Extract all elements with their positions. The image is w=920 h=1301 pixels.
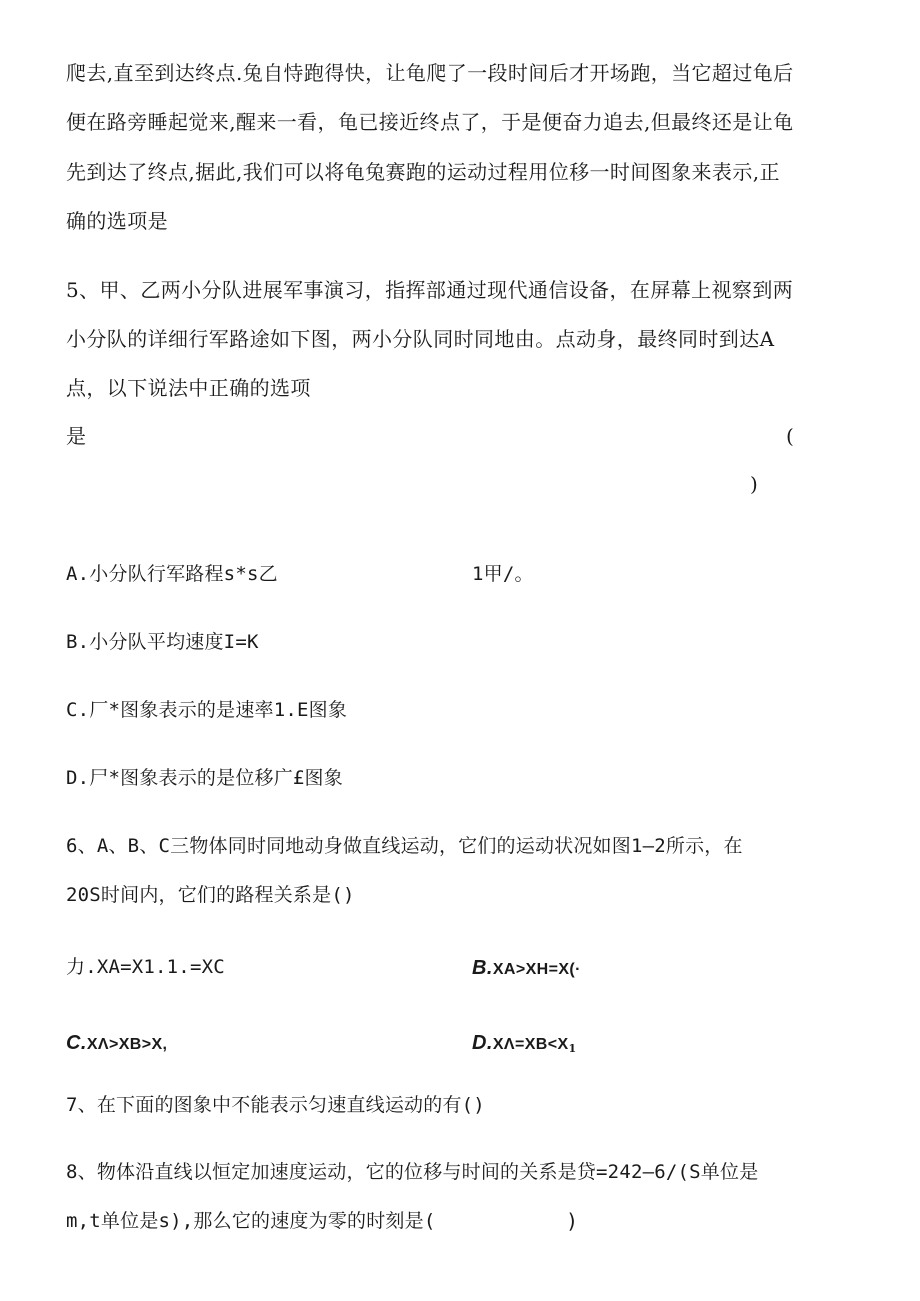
q6-option-d-subscript: 1	[568, 1042, 577, 1055]
text-line-1: 爬去,直至到达终点.兔自恃跑得快，让龟爬了一段时间后才开场跑，当它超过龟后	[66, 61, 794, 85]
q6-option-a: 力.XA=X1.1.=XC	[66, 956, 225, 978]
q8-answer-paren-close: )	[566, 1209, 579, 1233]
q6-option-b-text: XA>XH=X(·	[492, 961, 581, 978]
text-line-2: 便在路旁睡起觉来,醒来一看，龟已接近终点了，于是便奋力追去,但最终还是让龟	[66, 110, 794, 134]
q6-option-c-letter: C.	[66, 1032, 87, 1054]
question-8-line-2: m,t单位是s),那么它的速度为零的时刻是(	[66, 1210, 436, 1232]
q5-option-c: C.厂*图象表示的是速率1.E图象	[66, 699, 348, 721]
question-8-line-1: 8、物体沿直线以恒定加速度运动，它的位移与时间的关系是贷=242—6/(S单位是	[66, 1161, 759, 1183]
question-6-line-2: 20S时间内，它们的路程关系是()	[66, 884, 355, 906]
q5-option-d: D.尸*图象表示的是位移广£图象	[66, 767, 343, 789]
q6-option-d-text: XΛ=XB<X	[492, 1036, 569, 1053]
q6-option-b-letter: B.	[472, 957, 493, 979]
q6-option-d	[472, 1028, 577, 1063]
question-5-line-3: 点，以下说法中正确的选项	[66, 376, 311, 400]
q5-option-b: B.小分队平均速度I=K	[66, 631, 259, 653]
text-line-4: 确的选项是	[66, 209, 168, 233]
answer-paren-open: (	[786, 424, 794, 448]
question-6-line-1: 6、A、B、C三物体同时同地动身做直线运动，它们的运动状况如图1—2所示，在	[66, 835, 743, 857]
q6-option-d-letter: D.	[472, 1032, 493, 1054]
q6-option-b	[472, 953, 581, 984]
q5-option-a-tail: 1甲/。	[472, 563, 534, 585]
question-5-line-4: 是	[66, 424, 87, 448]
q5-option-a: A.小分队行军路程s*s乙	[66, 563, 278, 585]
q6-option-c-text: XΛ>XB>X,	[86, 1036, 168, 1053]
question-7: 7、在下面的图象中不能表示匀速直线运动的有()	[66, 1094, 485, 1116]
answer-paren-close: )	[750, 472, 758, 496]
text-line-3: 先到达了终点,据此,我们可以将龟兔赛跑的运动过程用位移一时间图象来表示,正	[66, 160, 780, 184]
question-5-line-1: 5、甲、乙两小分队进展军事演习，指挥部通过现代通信设备，在屏幕上视察到两	[66, 278, 794, 302]
question-5-line-2: 小分队的详细行军路途如下图，两小分队同时同地由。点动身，最终同时到达A	[66, 327, 775, 351]
q6-option-c	[66, 1028, 167, 1059]
